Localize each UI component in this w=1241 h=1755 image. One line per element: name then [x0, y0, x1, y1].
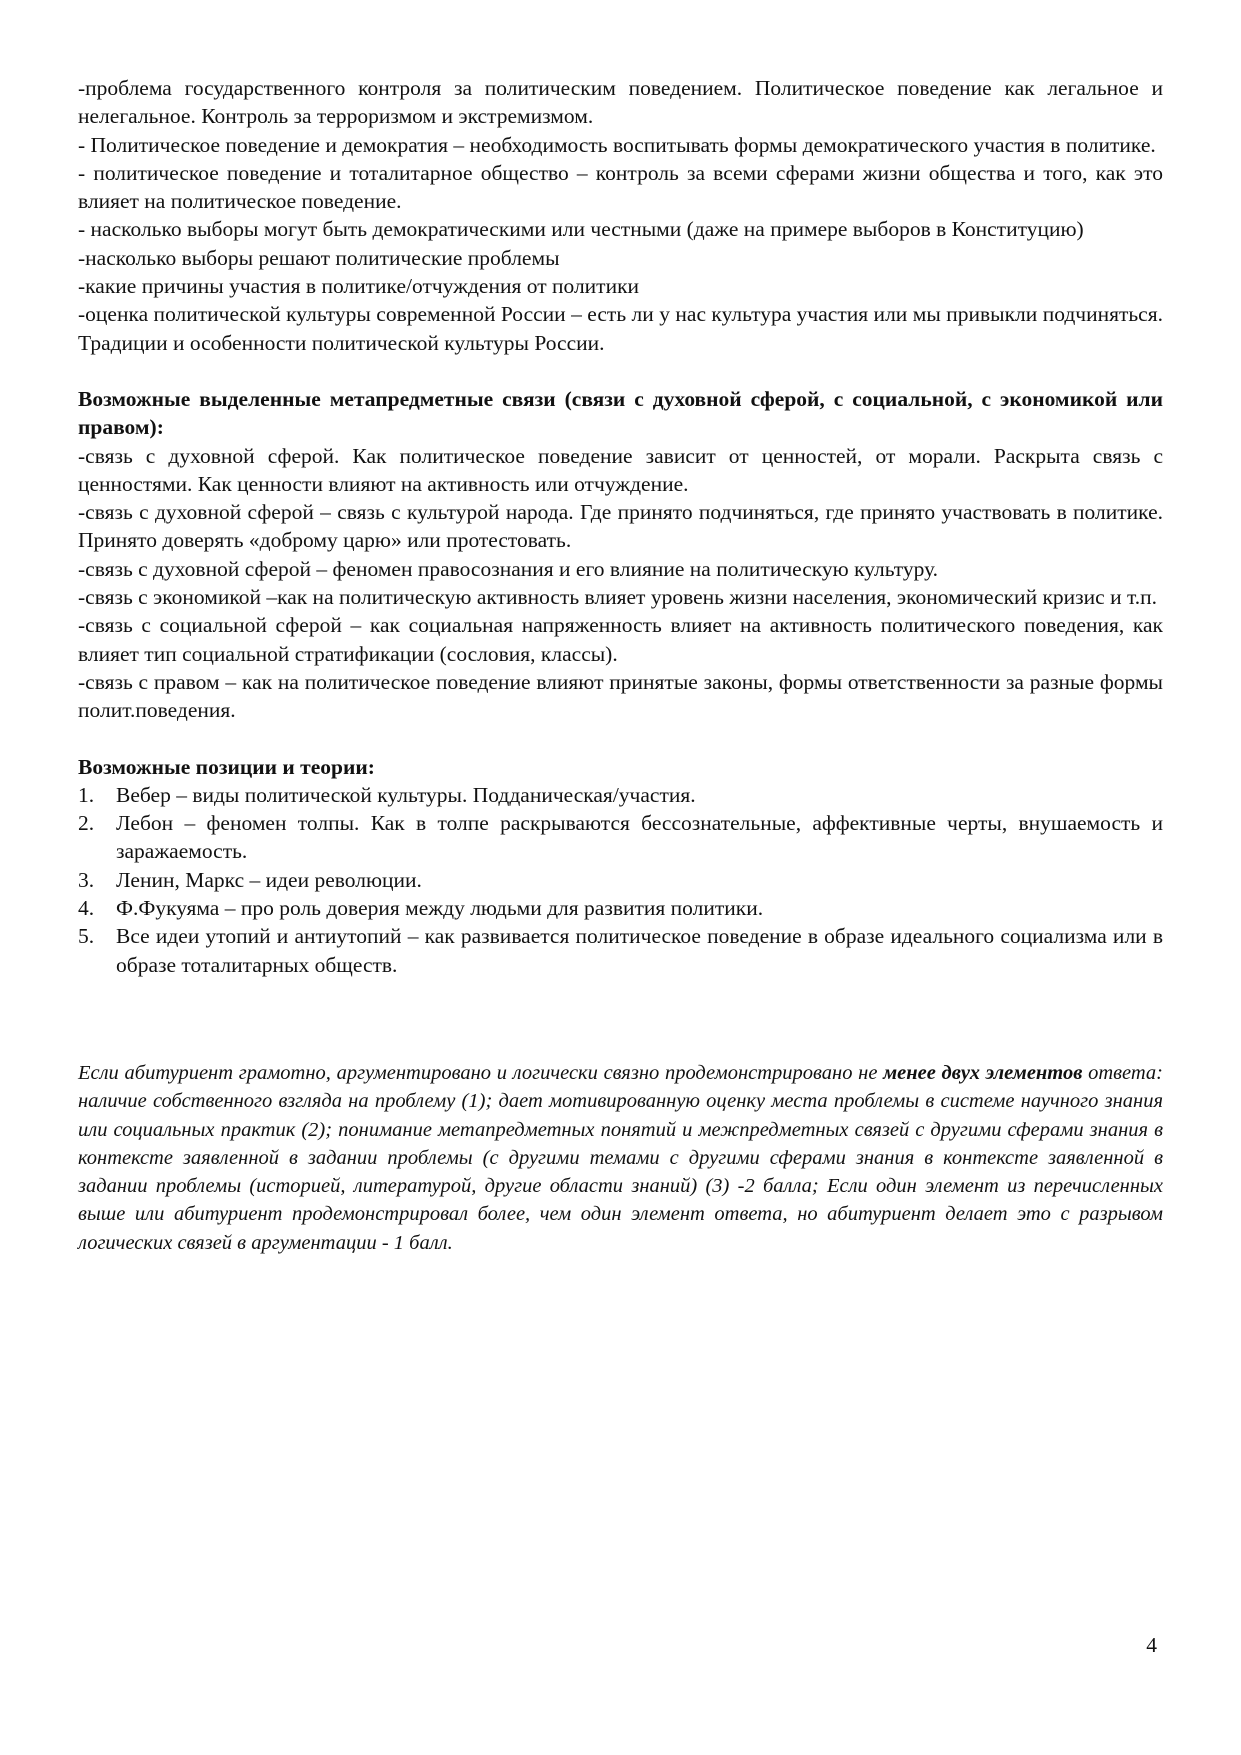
list-text: Ф.Фукуяма – про роль доверия между людьми для развития политики. [116, 896, 764, 921]
paragraph: -оценка политической культуры современной России – есть ли у нас культура участия или мы привыкли подчиняться. Традиции и особенности политической культуры России. [78, 302, 1163, 355]
list-text: Все идеи утопий и антиутопий – как развивается политическое поведение в образе идеального социализма или в образе тоталитарных обществ. [116, 924, 1163, 977]
paragraph: -связь с духовной сферой – феномен правосознания и его влияние на политическую культуру. [78, 556, 939, 581]
list-item [78, 894, 1163, 922]
section-meta-links [78, 385, 1163, 725]
page-number: 4 [1146, 1633, 1157, 1657]
paragraph: -насколько выборы решают политические проблемы [78, 245, 560, 270]
paragraph: -связь с духовной сферой – связь с культурой народа. Где принято подчиняться, где принято участвовать в политике. Принято доверять «доброму царю» или протестовать. [78, 500, 1163, 553]
grading-criteria [78, 1059, 1163, 1257]
paragraph: -какие причины участия в политике/отчуждения от политики [78, 274, 640, 299]
paragraph: -связь с правом – как на политическое поведение влияют принятые законы, формы ответственности за разные формы полит.поведения. [78, 669, 1163, 723]
paragraph: - политическое поведение и тоталитарное общество – контроль за всеми сферами жизни общества и того, как это влияет на политическое поведение. [78, 160, 1163, 214]
criteria-text-start: Если абитуриент грамотно, аргументировано и логически связно продемонстрировано не [78, 1061, 884, 1084]
list-item [78, 922, 1163, 979]
list-number: 3. [78, 867, 95, 892]
list-number: 5. [78, 924, 95, 949]
paragraph: -связь с экономикой –как на политическую активность влияет уровень жизни населения, экономический кризис и т.п. [78, 585, 1157, 610]
paragraph: - насколько выборы могут быть демократическими или честными (даже на примере выборов в Конституцию) [78, 217, 1084, 242]
list-item [78, 781, 1163, 809]
theories-list [78, 781, 1163, 979]
paragraph: -проблема государственного контроля за политическим поведением. Политическое поведение как легальное и нелегальное. Контроль за терроризмом и экстремизмом. [78, 76, 1163, 129]
meta-links-heading: Возможные выделенные метапредметные связи (связи с духовной сферой, с социальной, с экономикой или правом): [78, 386, 1163, 440]
section-problems [78, 74, 1163, 357]
list-number: 4. [78, 896, 95, 921]
list-number: 2. [78, 811, 95, 836]
list-text: Ленин, Маркс – идеи революции. [116, 867, 422, 892]
list-item [78, 866, 1163, 894]
section-theories [78, 753, 1163, 979]
criteria-text-end: ответа: наличие собственного взгляда на проблему (1); дает мотивированную оценку места проблемы в системе научного знания или социальных практик (2); понимание метапредметных понятий и межпредметных связей с другими сферами знания в контексте заявленной в задании проблемы (с другими темами с другими сферами знания в контексте заявленной в задании проблемы (историей, литературой, другие области знаний) (3) -2 балла; Если один элемент из перечисленных выше или абитуриент продемонстрировал более, чем один элемент ответа, но абитуриент делает это с разрывом логических связей в аргументации - 1 балл. [78, 1061, 1164, 1254]
paragraph: - Политическое поведение и демократия – необходимость воспитывать формы демократического участия в политике. [78, 132, 1156, 157]
list-text: Лебон – феномен толпы. Как в толпе раскрываются бессознательные, аффективные черты, внушаемость и заражаемость. [116, 811, 1163, 864]
list-text: Вебер – виды политической культуры. Подданическая/участия. [116, 782, 696, 807]
criteria-emphasis: менее двух элементов [883, 1061, 1083, 1084]
theories-heading: Возможные позиции и теории: [78, 754, 375, 779]
list-item [78, 809, 1163, 866]
paragraph: -связь с духовной сферой. Как политическое поведение зависит от ценностей, от морали. Раскрыта связь с ценностями. Как ценности влияют на активность или отчуждение. [78, 443, 1163, 496]
list-number: 1. [78, 782, 95, 807]
paragraph: -связь с социальной сферой – как социальная напряженность влияет на активность политического поведения, как влияет тип социальной стратификации (сословия, классы). [78, 613, 1163, 666]
